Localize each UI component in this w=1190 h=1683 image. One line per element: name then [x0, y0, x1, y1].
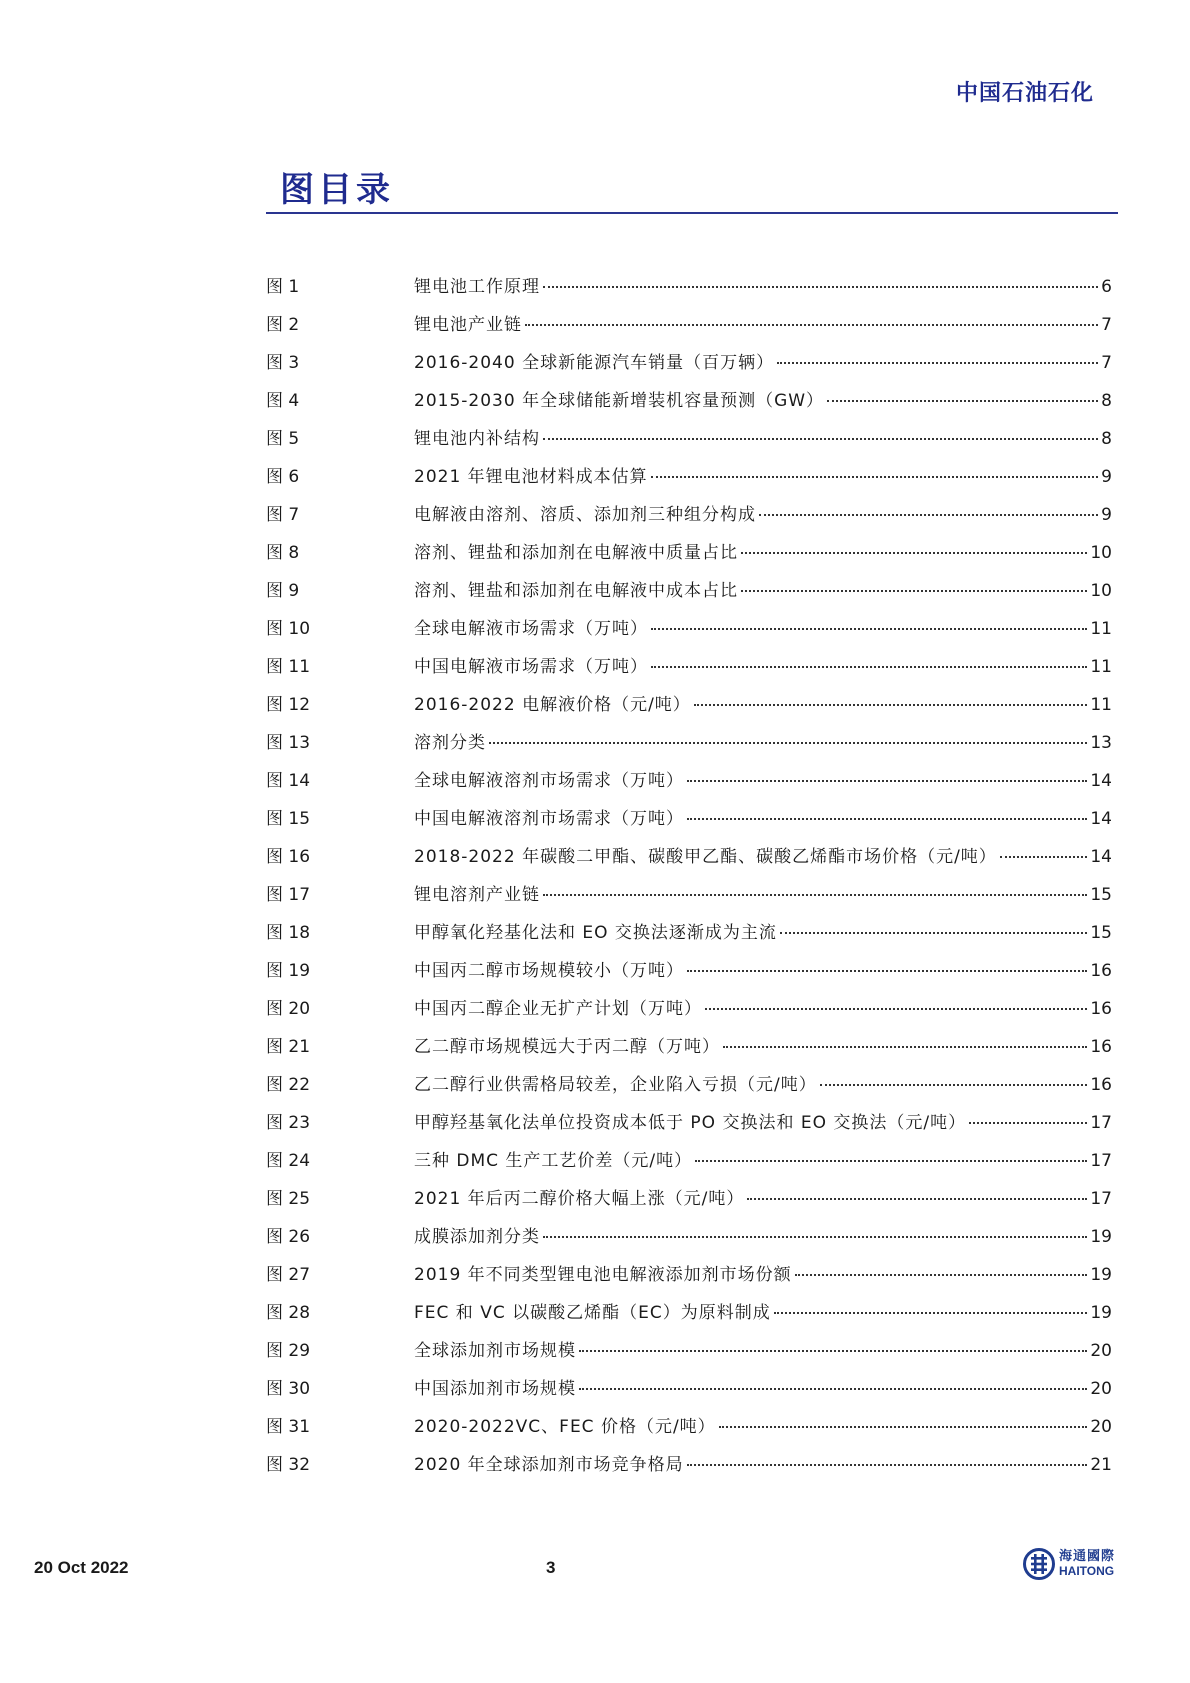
toc-figure-label: 图 14	[266, 771, 311, 791]
toc-figure-label: 图 23	[266, 1113, 311, 1133]
toc-figure-title[interactable]: 2016-2040 全球新能源汽车销量（百万辆）	[414, 353, 775, 373]
toc-figure-label: 图 12	[266, 695, 311, 715]
toc-entry[interactable]	[266, 276, 1112, 314]
toc-leader-dots	[747, 1198, 1087, 1200]
toc-leader-dots	[694, 704, 1088, 706]
toc-page-number[interactable]: 19	[1090, 1227, 1112, 1247]
toc-page-number[interactable]: 13	[1090, 733, 1112, 753]
toc-page-number[interactable]: 7	[1101, 315, 1112, 335]
page-title: 图目录	[280, 170, 394, 210]
toc-figure-title[interactable]: 乙二醇行业供需格局较差，企业陷入亏损（元/吨）	[414, 1075, 817, 1095]
toc-page-number[interactable]: 16	[1090, 1075, 1112, 1095]
logo-chinese-text: 海通國際	[1059, 1549, 1116, 1564]
toc-figure-label: 图 5	[266, 429, 300, 449]
toc-figure-title[interactable]: 锂电池内补结构	[414, 429, 540, 449]
toc-page-number[interactable]: 20	[1090, 1379, 1112, 1399]
toc-figure-label: 图 22	[266, 1075, 311, 1095]
toc-entry[interactable]	[266, 542, 1112, 580]
toc-figure-title[interactable]: FEC 和 VC 以碳酸乙烯酯（EC）为原料制成	[414, 1303, 771, 1323]
toc-figure-title[interactable]: 2018-2022 年碳酸二甲酯、碳酸甲乙酯、碳酸乙烯酯市场价格（元/吨）	[414, 847, 997, 867]
toc-entry[interactable]	[266, 770, 1112, 808]
toc-figure-title[interactable]: 2021 年锂电池材料成本估算	[414, 467, 648, 487]
toc-page-number[interactable]: 20	[1090, 1417, 1112, 1437]
toc-leader-dots	[687, 780, 1087, 782]
toc-page-number[interactable]: 15	[1090, 885, 1112, 905]
toc-entry[interactable]	[266, 808, 1112, 846]
toc-leader-dots	[543, 894, 1087, 896]
toc-page-number[interactable]: 16	[1090, 999, 1112, 1019]
toc-page-number[interactable]: 14	[1090, 847, 1112, 867]
toc-figure-label: 图 19	[266, 961, 311, 981]
page-number: 3	[546, 1558, 556, 1577]
header-brand: 中国石油石化	[955, 81, 1094, 106]
toc-figure-label: 图 25	[266, 1189, 311, 1209]
toc-figure-label: 图 32	[266, 1455, 311, 1475]
toc-entry[interactable]	[266, 352, 1112, 390]
toc-leader-dots	[651, 666, 1087, 668]
toc-entry[interactable]	[266, 922, 1112, 960]
toc-entry[interactable]	[266, 1416, 1112, 1454]
toc-leader-dots	[795, 1274, 1088, 1276]
toc-page-number[interactable]: 21	[1090, 1455, 1112, 1475]
toc-figure-label: 图 7	[266, 505, 300, 525]
toc-entry[interactable]	[266, 1112, 1112, 1150]
toc-figure-title[interactable]: 2020-2022VC、FEC 价格（元/吨）	[414, 1417, 716, 1437]
toc-page-number[interactable]: 10	[1090, 581, 1112, 601]
toc-page-number[interactable]: 14	[1090, 809, 1112, 829]
toc-figure-label: 图 24	[266, 1151, 311, 1171]
toc-entry[interactable]	[266, 466, 1112, 504]
toc-leader-dots	[687, 818, 1087, 820]
toc-figure-title[interactable]: 2015-2030 年全球储能新增装机容量预测（GW）	[414, 391, 825, 411]
toc-leader-dots	[579, 1388, 1087, 1390]
toc-leader-dots	[741, 590, 1087, 592]
toc-leader-dots	[780, 932, 1087, 934]
toc-leader-dots	[651, 476, 1099, 478]
toc-leader-dots	[705, 1008, 1087, 1010]
toc-leader-dots	[759, 514, 1098, 516]
toc-leader-dots	[543, 286, 1098, 288]
toc-figure-label: 图 20	[266, 999, 311, 1019]
toc-figure-label: 图 13	[266, 733, 311, 753]
toc-page-number[interactable]: 16	[1090, 961, 1112, 981]
toc-entry[interactable]	[266, 694, 1112, 732]
toc-entry[interactable]	[266, 618, 1112, 656]
toc-page-number[interactable]: 6	[1101, 277, 1112, 297]
toc-page-number[interactable]: 20	[1090, 1341, 1112, 1361]
toc-figure-label: 图 28	[266, 1303, 311, 1323]
toc-entry[interactable]	[266, 1302, 1112, 1340]
toc-figure-title[interactable]: 锂电池产业链	[414, 315, 522, 335]
title-divider	[266, 212, 1118, 214]
toc-leader-dots	[827, 400, 1098, 402]
toc-figure-label: 图 2	[266, 315, 300, 335]
toc-page-number[interactable]: 19	[1090, 1265, 1112, 1285]
toc-entry[interactable]	[266, 1074, 1112, 1112]
toc-entry[interactable]	[266, 998, 1112, 1036]
toc-page-number[interactable]: 14	[1090, 771, 1112, 791]
toc-figure-title[interactable]: 中国丙二醇市场规模较小（万吨）	[414, 961, 684, 981]
toc-leader-dots	[777, 362, 1098, 364]
toc-page-number[interactable]: 11	[1090, 619, 1112, 639]
toc-entry[interactable]	[266, 580, 1112, 618]
toc-figure-title[interactable]: 2021 年后丙二醇价格大幅上涨（元/吨）	[414, 1189, 745, 1209]
toc-figure-label: 图 1	[266, 277, 300, 297]
toc-leader-dots	[525, 324, 1098, 326]
toc-figure-title[interactable]: 中国丙二醇企业无扩产计划（万吨）	[414, 999, 702, 1019]
toc-figure-title[interactable]: 乙二醇市场规模远大于丙二醇（万吨）	[414, 1037, 720, 1057]
toc-entry[interactable]	[266, 1188, 1112, 1226]
figure-toc-list	[266, 276, 1112, 1492]
toc-figure-label: 图 8	[266, 543, 300, 563]
toc-entry[interactable]	[266, 1340, 1112, 1378]
toc-page-number[interactable]: 8	[1101, 429, 1112, 449]
logo-english-text: HAITONG	[1059, 1564, 1115, 1578]
toc-page-number[interactable]: 11	[1090, 695, 1112, 715]
toc-figure-title[interactable]: 2020 年全球添加剂市场竞争格局	[414, 1455, 684, 1475]
toc-figure-title[interactable]: 甲醇羟基氧化法单位投资成本低于 PO 交换法和 EO 交换法（元/吨）	[414, 1113, 967, 1133]
toc-entry[interactable]	[266, 1378, 1112, 1416]
toc-figure-title[interactable]: 溶剂、锂盐和添加剂在电解液中质量占比	[414, 543, 738, 563]
toc-figure-label: 图 11	[266, 657, 311, 677]
toc-figure-label: 图 16	[266, 847, 311, 867]
toc-figure-title[interactable]: 2019 年不同类型锂电池电解液添加剂市场份额	[414, 1265, 792, 1285]
toc-entry[interactable]	[266, 390, 1112, 428]
toc-figure-title[interactable]: 甲醇氧化羟基化法和 EO 交换法逐渐成为主流	[414, 923, 777, 943]
toc-entry[interactable]	[266, 1150, 1112, 1188]
toc-figure-label: 图 31	[266, 1417, 311, 1437]
haitong-logo	[1023, 1548, 1115, 1580]
toc-entry[interactable]	[266, 1036, 1112, 1074]
toc-figure-title[interactable]: 溶剂分类	[414, 733, 486, 753]
toc-figure-title[interactable]: 全球电解液溶剂市场需求（万吨）	[414, 771, 684, 791]
toc-entry[interactable]	[266, 884, 1112, 922]
toc-figure-label: 图 29	[266, 1341, 311, 1361]
toc-figure-label: 图 3	[266, 353, 300, 373]
toc-page-number[interactable]: 9	[1101, 467, 1112, 487]
toc-leader-dots	[687, 970, 1087, 972]
toc-figure-label: 图 27	[266, 1265, 311, 1285]
toc-leader-dots	[820, 1084, 1088, 1086]
toc-leader-dots	[1000, 856, 1088, 858]
toc-leader-dots	[687, 1464, 1088, 1466]
toc-leader-dots	[723, 1046, 1087, 1048]
toc-page-number[interactable]: 17	[1090, 1151, 1112, 1171]
toc-entry[interactable]	[266, 1264, 1112, 1302]
toc-leader-dots	[543, 438, 1098, 440]
toc-page-number[interactable]: 9	[1101, 505, 1112, 525]
toc-page-number[interactable]: 17	[1090, 1189, 1112, 1209]
toc-figure-label: 图 17	[266, 885, 311, 905]
toc-figure-label: 图 30	[266, 1379, 311, 1399]
haitong-logo-icon	[1023, 1548, 1055, 1580]
toc-figure-title[interactable]: 全球电解液市场需求（万吨）	[414, 619, 648, 639]
toc-page-number[interactable]: 16	[1090, 1037, 1112, 1057]
toc-page-number[interactable]: 15	[1090, 923, 1112, 943]
toc-figure-label: 图 21	[266, 1037, 311, 1057]
toc-figure-title[interactable]: 中国电解液市场需求（万吨）	[414, 657, 648, 677]
toc-figure-label: 图 4	[266, 391, 300, 411]
toc-figure-label: 图 18	[266, 923, 311, 943]
toc-figure-title[interactable]: 溶剂、锂盐和添加剂在电解液中成本占比	[414, 581, 738, 601]
toc-leader-dots	[719, 1426, 1088, 1428]
toc-leader-dots	[489, 742, 1087, 744]
footer-date: 20 Oct 2022	[34, 1558, 129, 1577]
toc-figure-label: 图 6	[266, 467, 300, 487]
toc-leader-dots	[969, 1122, 1087, 1124]
toc-leader-dots	[579, 1350, 1087, 1352]
toc-entry[interactable]	[266, 1454, 1112, 1492]
toc-figure-label: 图 10	[266, 619, 311, 639]
toc-page-number[interactable]: 17	[1090, 1113, 1112, 1133]
toc-figure-title[interactable]: 全球添加剂市场规模	[414, 1341, 576, 1361]
toc-figure-title[interactable]: 中国电解液溶剂市场需求（万吨）	[414, 809, 684, 829]
toc-leader-dots	[774, 1312, 1088, 1314]
toc-entry[interactable]	[266, 960, 1112, 998]
toc-page-number[interactable]: 8	[1101, 391, 1112, 411]
toc-figure-title[interactable]: 2016-2022 电解液价格（元/吨）	[414, 695, 691, 715]
toc-figure-title[interactable]: 电解液由溶剂、溶质、添加剂三种组分构成	[414, 505, 756, 525]
toc-entry[interactable]	[266, 504, 1112, 542]
toc-entry[interactable]	[266, 656, 1112, 694]
toc-entry[interactable]	[266, 1226, 1112, 1264]
toc-figure-label: 图 9	[266, 581, 300, 601]
toc-entry[interactable]	[266, 428, 1112, 466]
toc-figure-label: 图 15	[266, 809, 311, 829]
toc-figure-title[interactable]: 锂电溶剂产业链	[414, 885, 540, 905]
toc-page-number[interactable]: 7	[1101, 353, 1112, 373]
toc-figure-title[interactable]: 锂电池工作原理	[414, 277, 540, 297]
toc-leader-dots	[543, 1236, 1087, 1238]
toc-entry[interactable]	[266, 846, 1112, 884]
toc-page-number[interactable]: 11	[1090, 657, 1112, 677]
toc-leader-dots	[741, 552, 1087, 554]
toc-leader-dots	[651, 628, 1087, 630]
toc-figure-title[interactable]: 中国添加剂市场规模	[414, 1379, 576, 1399]
toc-page-number[interactable]: 10	[1090, 543, 1112, 563]
toc-entry[interactable]	[266, 732, 1112, 770]
toc-figure-title[interactable]: 三种 DMC 生产工艺价差（元/吨）	[414, 1151, 693, 1171]
toc-figure-label: 图 26	[266, 1227, 311, 1247]
toc-leader-dots	[695, 1160, 1087, 1162]
toc-page-number[interactable]: 19	[1090, 1303, 1112, 1323]
toc-figure-title[interactable]: 成膜添加剂分类	[414, 1227, 540, 1247]
toc-entry[interactable]	[266, 314, 1112, 352]
